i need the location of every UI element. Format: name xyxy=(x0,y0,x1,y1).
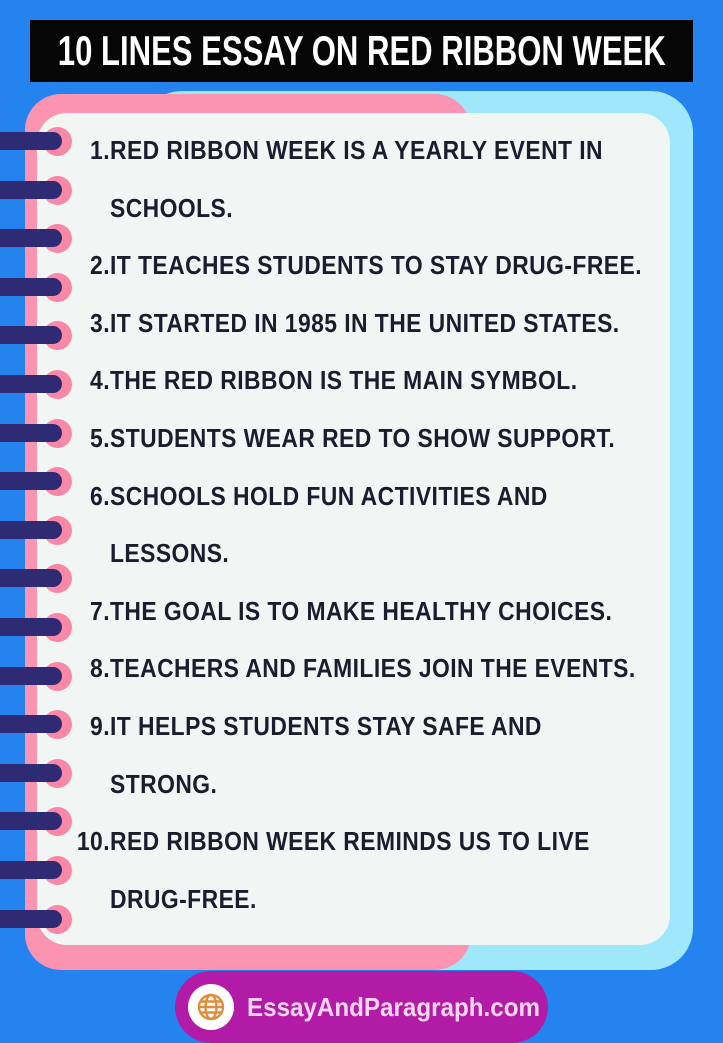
binder-ring-bar xyxy=(0,667,62,685)
essay-line-text: TEACHERS AND FAMILIES JOIN THE EVENTS. xyxy=(110,653,636,684)
essay-line-number: 3. xyxy=(90,307,110,338)
binder-ring-bar xyxy=(0,861,62,879)
essay-line-number: 1. xyxy=(90,135,110,165)
essay-line-text: STUDENTS WEAR RED TO SHOW SUPPORT. xyxy=(110,422,616,453)
binder-ring xyxy=(0,710,75,739)
binder-ring-bar xyxy=(0,764,62,782)
essay-line-text: IT STARTED IN 1985 IN THE UNITED STATES. xyxy=(110,307,620,338)
essay-line-number: 10. xyxy=(76,826,110,857)
binder-ring xyxy=(0,127,75,156)
essay-line-number: 8. xyxy=(90,653,110,684)
binder-ring-bar xyxy=(0,812,62,830)
essay-line xyxy=(90,352,603,410)
binder-ring xyxy=(0,807,75,836)
binder-ring xyxy=(0,321,75,350)
binder-ring-bar xyxy=(0,181,62,199)
binder-ring xyxy=(0,516,75,545)
essay-line xyxy=(90,237,643,295)
essay-line-text: IT HELPS STUDENTS STAY SAFE AND xyxy=(110,710,542,741)
essay-list xyxy=(76,122,670,928)
binder-ring xyxy=(0,224,75,253)
page-title: 10 LINES ESSAY ON RED RIBBON WEEK xyxy=(57,27,666,74)
binder-ring-bar xyxy=(0,278,62,296)
binder-rings xyxy=(0,0,90,1024)
globe-icon-glyph xyxy=(195,991,227,1023)
essay-line xyxy=(90,583,613,641)
essay-line xyxy=(90,640,636,698)
essay-line-text: RED RIBBON WEEK REMINDS US TO LIVE xyxy=(110,826,590,857)
essay-line xyxy=(90,698,603,756)
essay-line-text: DRUG-FREE. xyxy=(110,883,257,914)
binder-ring-bar xyxy=(0,326,62,344)
binder-ring-bar xyxy=(0,618,62,636)
binder-ring xyxy=(0,467,75,496)
essay-line-text: RED RIBBON WEEK IS A YEARLY EVENT IN xyxy=(110,135,604,165)
binder-ring xyxy=(0,564,75,593)
binder-ring-bar xyxy=(0,229,62,247)
essay-line-number: 9. xyxy=(90,710,110,741)
binder-ring-bar xyxy=(0,472,62,490)
essay-line-text: STRONG. xyxy=(110,768,218,799)
essay-line-number: 6. xyxy=(90,480,110,511)
essay-line-number: 2. xyxy=(90,250,110,281)
binder-ring xyxy=(0,370,75,399)
essay-line-text: THE RED RIBBON IS THE MAIN SYMBOL. xyxy=(110,365,578,396)
essay-line-text: THE GOAL IS TO MAKE HEALTHY CHOICES. xyxy=(110,595,613,626)
binder-ring xyxy=(0,176,75,205)
binder-ring xyxy=(0,273,75,302)
binder-ring xyxy=(0,662,75,691)
essay-line-number: 4. xyxy=(90,365,110,396)
essay-line-text: IT TEACHES STUDENTS TO STAY DRUG-FREE. xyxy=(110,250,643,281)
binder-ring xyxy=(0,905,75,934)
essay-line-number: 5. xyxy=(90,422,110,453)
website-badge[interactable] xyxy=(175,971,548,1043)
binder-ring-bar xyxy=(0,375,62,393)
essay-line xyxy=(90,468,603,526)
binder-ring xyxy=(0,613,75,642)
essay-line-text: SCHOOLS. xyxy=(110,192,234,223)
essay-line xyxy=(90,410,616,468)
binder-ring-bar xyxy=(0,424,62,442)
binder-ring xyxy=(0,856,75,885)
globe-icon xyxy=(188,984,234,1030)
binder-ring-bar xyxy=(0,132,62,150)
binder-ring-bar xyxy=(0,521,62,539)
essay-line xyxy=(110,180,603,238)
essay-line-text: SCHOOLS HOLD FUN ACTIVITIES AND xyxy=(110,480,548,511)
essay-line xyxy=(110,756,603,814)
essay-line xyxy=(90,122,604,180)
essay-line xyxy=(110,871,603,929)
essay-line xyxy=(110,525,603,583)
binder-ring xyxy=(0,419,75,448)
title-bar xyxy=(30,20,693,82)
binder-ring-bar xyxy=(0,715,62,733)
essay-line xyxy=(90,295,620,353)
essay-line xyxy=(76,813,603,871)
essay-line-text: LESSONS. xyxy=(110,538,230,569)
binder-ring-bar xyxy=(0,910,62,928)
essay-line-number: 7. xyxy=(90,595,110,626)
website-badge-label: EssayAndParagraph.com xyxy=(247,991,540,1022)
binder-ring xyxy=(0,759,75,788)
binder-ring-bar xyxy=(0,569,62,587)
